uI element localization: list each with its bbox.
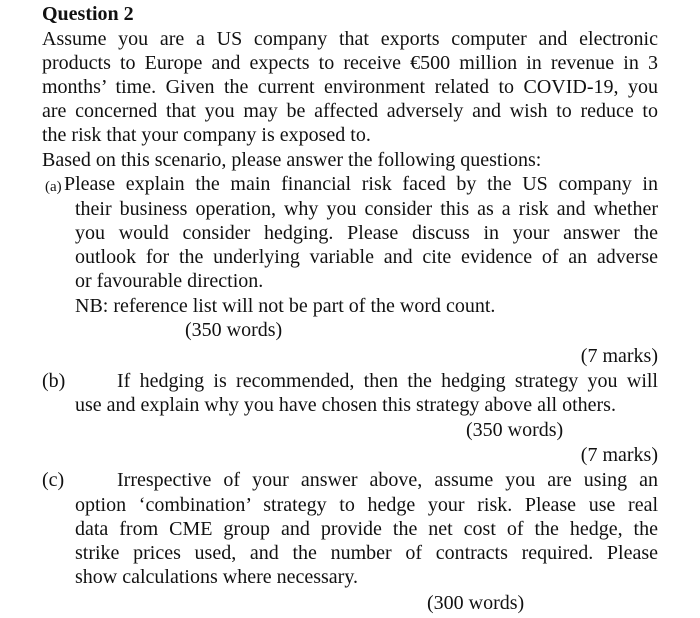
part-b-marks: (7 marks): [580, 444, 658, 466]
part-c-line-1: Irrespective of your answer above, assume you are using an: [117, 469, 658, 491]
part-c-word-count: (300 words): [427, 592, 525, 614]
part-a-label: (a): [45, 179, 62, 195]
intro-line-4: are concerned that you may be affected adversely and wish to reduce to: [42, 100, 658, 122]
intro-line-2: products to Europe and expects to receive €500 million in revenue in 3: [42, 52, 658, 74]
part-c-label: (c): [42, 469, 65, 491]
intro-line-5: the risk that your company is exposed to.: [42, 124, 371, 146]
part-b-word-count: (350 words): [466, 419, 564, 441]
part-c-line-3: data from CME group and provide the net cost of the hedge, the: [75, 518, 658, 540]
part-c-line-2: option ‘combination’ strategy to hedge your risk. Please use real: [75, 494, 658, 516]
part-a-marks: (7 marks): [580, 345, 658, 367]
part-a-note: NB: reference list will not be part of the word count.: [75, 295, 496, 317]
part-c-line-4: strike prices used, and the number of contracts required. Please: [75, 542, 658, 564]
intro-line-1: Assume you are a US company that exports computer and electronic: [42, 28, 658, 50]
part-b-line-1: If hedging is recommended, then the hedging strategy you will: [117, 370, 658, 392]
part-a-line-4: outlook for the underlying variable and cite evidence of an adverse: [75, 246, 658, 268]
part-a-line-1: Please explain the main financial risk faced by the US company in: [64, 173, 658, 195]
based-on-scenario: Based on this scenario, please answer the following questions:: [42, 149, 542, 171]
part-b-line-2: use and explain why you have chosen this strategy above all others.: [75, 394, 616, 416]
part-b-label: (b): [42, 370, 66, 392]
part-c-line-5: show calculations where necessary.: [75, 566, 359, 588]
intro-line-3: months’ time. Given the current environment related to COVID-19, you: [42, 76, 658, 98]
part-a-line-5: or favourable direction.: [75, 270, 264, 292]
part-a-line-3: you would consider hedging. Please discuss in your answer the: [75, 222, 658, 244]
part-a-word-count: (350 words): [185, 319, 283, 341]
question-title: Question 2: [42, 3, 134, 25]
part-a-line-2: their business operation, why you consider this as a risk and whether: [75, 198, 658, 220]
